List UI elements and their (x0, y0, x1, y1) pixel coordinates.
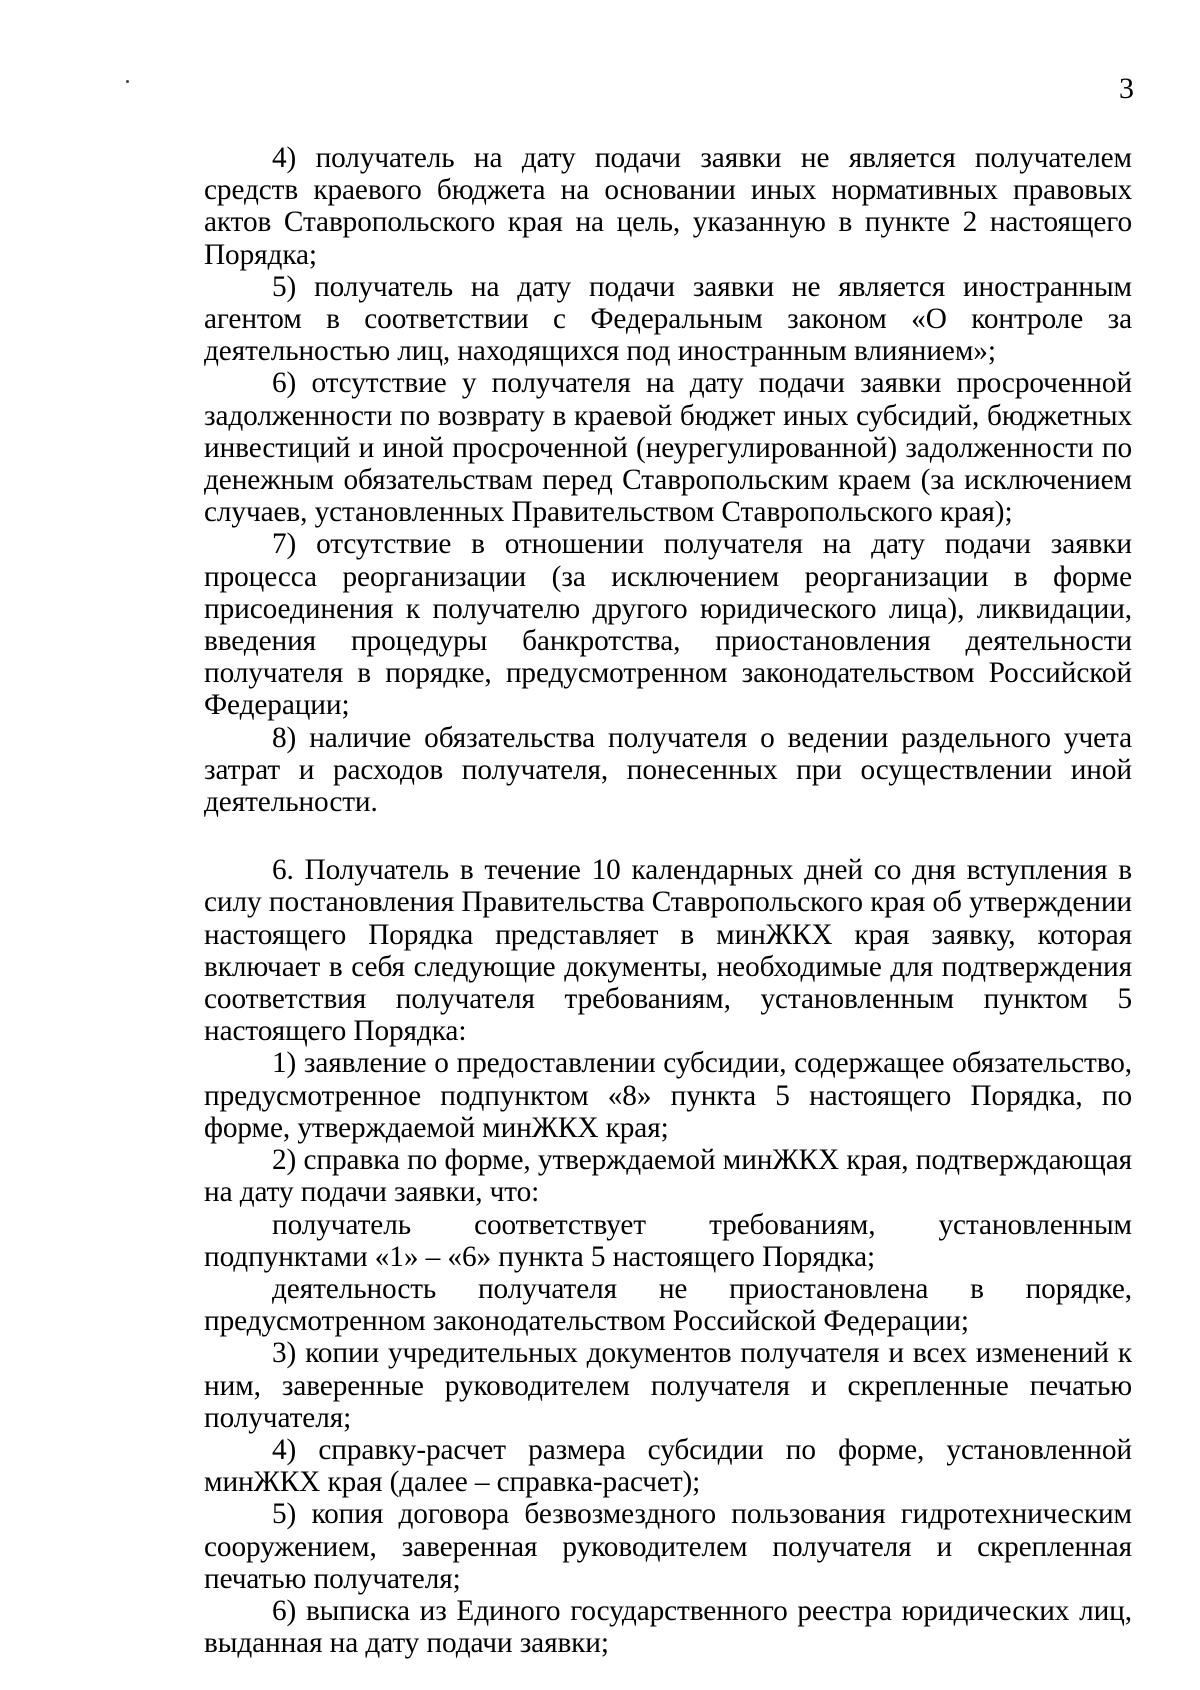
paragraph-doc-4: 4) справку-расчет размера субсидии по форме, установленной минЖКХ края (далее – справка-расчет); (204, 1433, 1132, 1499)
paragraph-section-6: 6. Получатель в течение 10 календарных дней со дня вступления в силу постановления Правительства Ставропольского края об утверждении настоящего Порядка представляет в минЖКХ края заявку, которая включает в себя следующие документы, необходимые для подтверждения соответствия получателя требованиям, установленным пунктом 5 настоящего Порядка: (204, 854, 1132, 1048)
paragraph-doc-6: 6) выписка из Единого государственного реестра юридических лиц, выданная на дату подачи заявки; (204, 1594, 1132, 1660)
paragraph-subitem-5: 5) получатель на дату подачи заявки не является иностранным агентом в соответствии с Федеральным законом «О контроле за деятельностью лиц, находящихся под иностранным влиянием»; (204, 270, 1132, 368)
scan-speck (126, 80, 129, 83)
paragraph-subitem-8: 8) наличие обязательства получателя о ведении раздельного учета затрат и расходов получателя, понесенных при осуществлении иной деятельности. (204, 721, 1132, 819)
paragraph-doc-2: 2) справка по форме, утверждаемой минЖКХ края, подтверждающая на дату подачи заявки, что: (204, 1144, 1132, 1209)
paragraph-subitem-6: 6) отсутствие у получателя на дату подачи заявки просроченной задолженности по возврату в краевой бюджет иных субсидий, бюджетных инвестиций и иной просроченной (неурегулированной) задолженности по денежным обязательствам перед Ставропольским краем (за исключением случаев, установленных Правительством Ставропольского края); (204, 367, 1132, 529)
document-body (204, 142, 1132, 1659)
paragraph-doc-5: 5) копия договора безвозмездного пользования гидротехническим сооружением, заверенная руководителем получателя и скрепленная печатью получателя; (204, 1498, 1132, 1595)
paragraph-doc-2-b: деятельность получателя не приостановлена в порядке, предусмотренном законодательством Российской Федерации; (204, 1272, 1132, 1338)
paragraph-doc-1: 1) заявление о предоставлении субсидии, содержащее обязательство, предусмотренное подпунктом «8» пункта 5 настоящего Порядка, по форме, утверждаемой минЖКХ края; (204, 1047, 1132, 1144)
paragraph-subitem-7: 7) отсутствие в отношении получателя на дату подачи заявки процесса реорганизации (за исключением реорганизации в форме присоединения к получателю другого юридического лица), ликвидации, введения процедуры банкротства, приостановления деятельности получателя в порядке, предусмотренном законодательством Российской Федерации; (204, 528, 1132, 722)
paragraph-subitem-4: 4) получатель на дату подачи заявки не является получателем средств краевого бюджета на основании иных нормативных правовых актов Ставропольского края на цель, указанную в пункте 2 настоящего Порядка; (204, 142, 1132, 271)
paragraph-doc-3: 3) копии учредительных документов получателя и всех изменений к ним, заверенные руководителем получателя и скрепленные печатью получателя; (204, 1337, 1132, 1434)
page-number: 3 (1119, 72, 1134, 105)
paragraph-doc-2-a: получатель соответствует требованиям, установленным подпунктами «1» – «6» пункта 5 настоящего Порядка; (204, 1208, 1132, 1273)
